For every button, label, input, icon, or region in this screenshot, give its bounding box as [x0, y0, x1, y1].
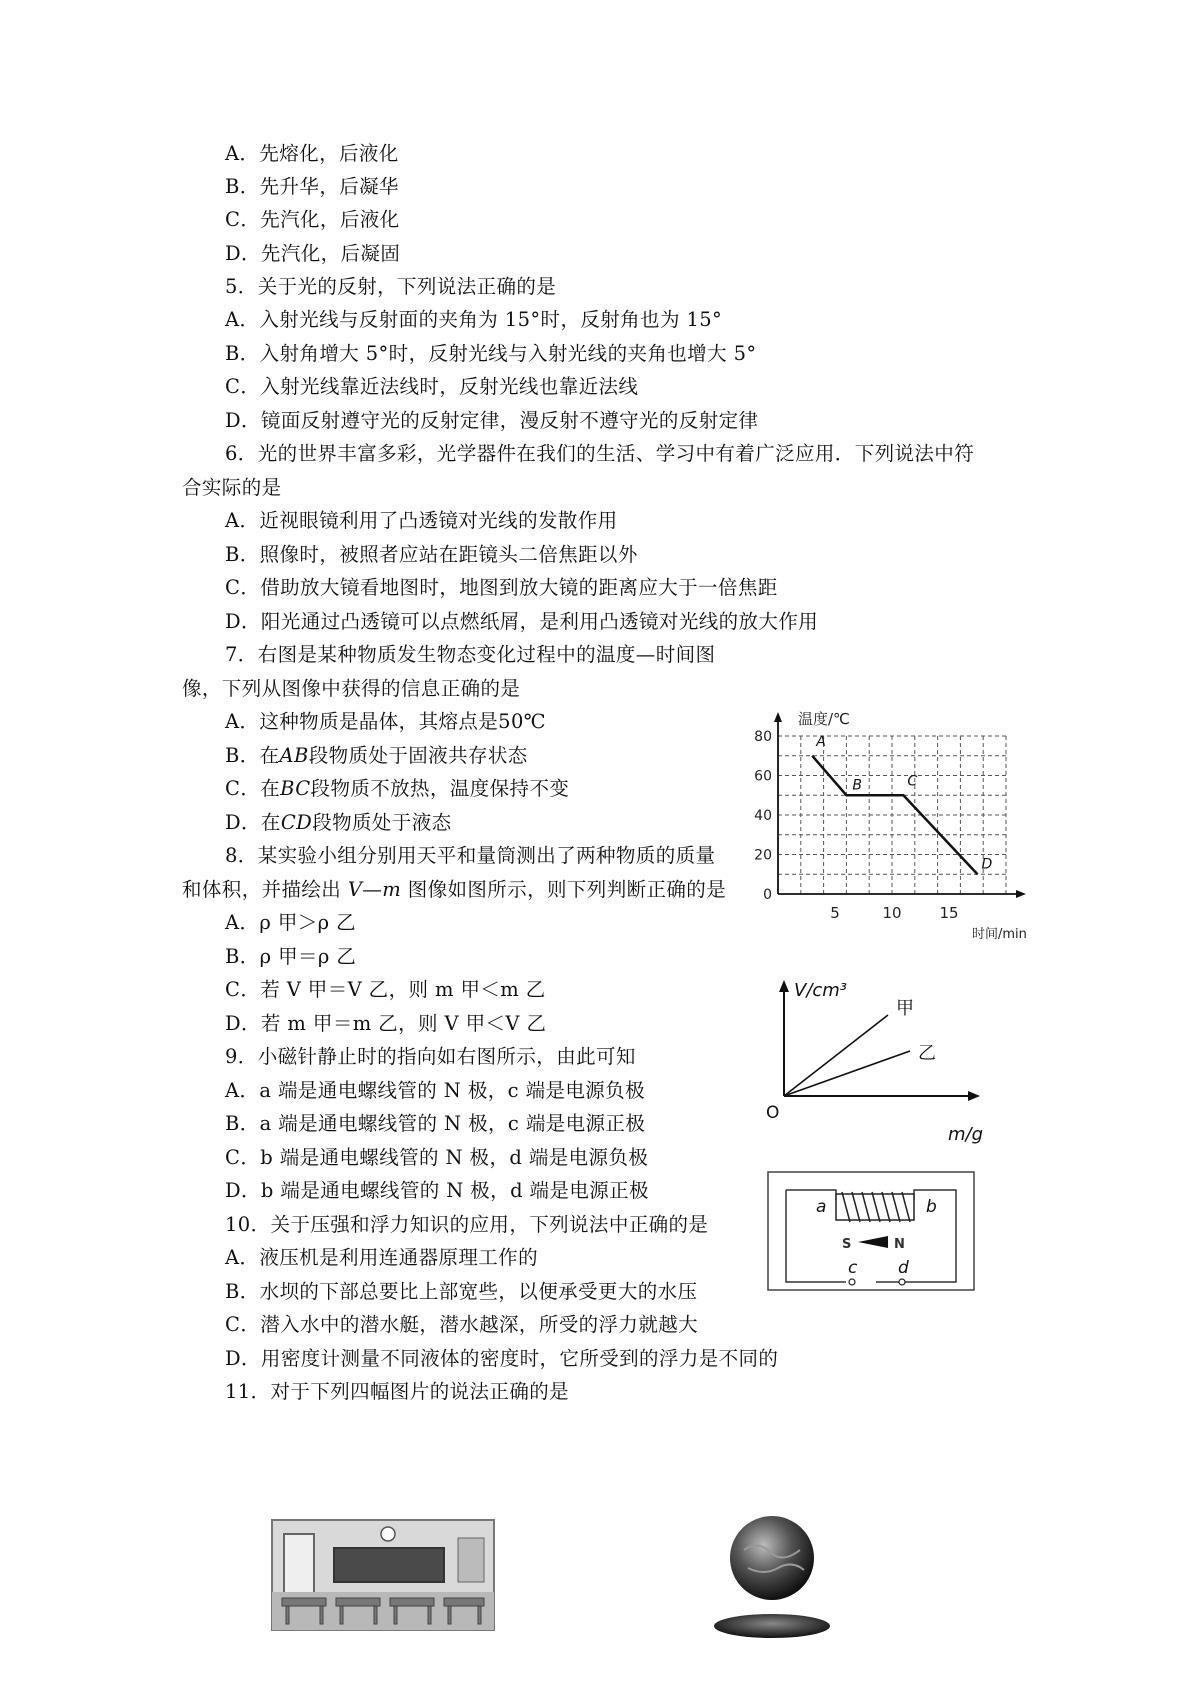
- q4-option-d: D．先汽化，后凝固: [225, 242, 401, 265]
- q6-option-b: B．照像时，被照者应站在距镜头二倍焦距以外: [225, 543, 638, 566]
- point-labels: [815, 734, 992, 873]
- y-axis-label: 温度/℃: [798, 710, 850, 728]
- terminal-c: [849, 1279, 855, 1285]
- point-label: A: [816, 733, 826, 750]
- q9-option-b: B．a 端是通电螺线管的 N 极，c 端是电源正极: [225, 1112, 646, 1135]
- q5-option-b: B．入射角增大 5°时，反射光线与入射光线的夹角也增大 5°: [225, 342, 757, 365]
- origin-label: O: [766, 1103, 780, 1123]
- series-jia-line: [784, 1015, 888, 1096]
- chart-grid: [778, 733, 1006, 894]
- x-axis-label: 时间/min: [972, 927, 1027, 942]
- series-yi-label: 乙: [918, 1043, 936, 1064]
- y-axis-arrow: [774, 712, 782, 722]
- q7-option-d: D．在CD段物质处于液态: [225, 811, 452, 834]
- y-tick-label: 40: [754, 808, 772, 824]
- x-tick-labels: [830, 904, 958, 922]
- end-a-label: a: [816, 1197, 827, 1217]
- q9-stem: 9．小磁针静止时的指向如右图所示，由此可知: [225, 1045, 636, 1068]
- x-tick-label: 10: [882, 904, 902, 922]
- q4-option-c: C．先汽化，后液化: [225, 208, 400, 231]
- q9-option-d: D．b 端是通电螺线管的 N 极，d 端是电源正极: [225, 1179, 649, 1202]
- classroom-door: [284, 1534, 314, 1594]
- end-b-label: b: [926, 1197, 937, 1217]
- levitating-globe-photo: [708, 1510, 838, 1640]
- q6-stem-line1: 6．光的世界丰富多彩，光学器件在我们的生活、学习中有着广泛应用．下列说法中符: [225, 442, 975, 465]
- x-tick-label: 15: [939, 904, 959, 922]
- q6-option-a: A．近视眼镜利用了凸透镜对光线的发散作用: [225, 509, 618, 532]
- terminal-d-label: d: [898, 1258, 909, 1278]
- terminal-c-label: c: [848, 1258, 858, 1278]
- q9-option-c: C．b 端是通电螺线管的 N 极，d 端是电源负极: [225, 1146, 649, 1169]
- wall-clock: [381, 1527, 395, 1541]
- q10-option-a: A．液压机是利用连通器原理工作的: [225, 1246, 538, 1269]
- point-label: B: [852, 777, 863, 794]
- y-tick-label: 60: [754, 768, 772, 785]
- q5-stem: 5．关于光的反射，下列说法正确的是: [225, 275, 557, 298]
- q11-stem: 11．对于下列四幅图片的说法正确的是: [225, 1380, 570, 1403]
- q10-option-c: C．潜入水中的潜水艇，潜水越深，所受的浮力就越大: [225, 1313, 699, 1336]
- needle-s-label: S: [842, 1237, 852, 1252]
- series-jia-label: 甲: [896, 998, 914, 1019]
- x-axis-arrow: [1016, 890, 1026, 898]
- x-axis-arrow: [968, 1091, 980, 1101]
- globe: [730, 1516, 814, 1600]
- y-tick-label: 0: [763, 887, 772, 903]
- y-axis-label: V/cm³: [794, 980, 848, 1001]
- q10-option-d: D．用密度计测量不同液体的密度时，它所受到的浮力是不同的: [225, 1347, 779, 1370]
- volume-mass-chart: [760, 978, 1000, 1156]
- temperature-time-chart: [754, 706, 1030, 954]
- q5-option-c: C．入射光线靠近法线时，反射光线也靠近法线: [225, 375, 639, 398]
- q4-option-a: A．先熔化，后液化: [225, 142, 399, 165]
- q10-option-b: B．水坝的下部总要比上部宽些，以便承受更大的水压: [225, 1280, 698, 1303]
- q7-stem-line2: 像，下列从图像中获得的信息正确的是: [182, 677, 521, 700]
- x-tick-label: 5: [830, 904, 840, 922]
- magnetic-base: [714, 1614, 830, 1638]
- point-label: C: [907, 773, 918, 790]
- q6-option-d: D．阳光通过凸透镜可以点燃纸屑，是利用凸透镜对光线的放大作用: [225, 610, 819, 633]
- q8-stem-line1: 8．某实验小组分别用天平和量筒测出了两种物质的质量: [225, 844, 716, 867]
- y-tick-labels: [754, 729, 772, 903]
- y-tick-label: 20: [754, 847, 772, 864]
- q5-option-a: A．入射光线与反射面的夹角为 15°时，反射角也为 15°: [225, 308, 723, 331]
- q7-option-c: C．在BC段物质不放热，温度保持不变: [225, 777, 570, 800]
- point-label: D: [981, 856, 993, 873]
- q7-option-a: A．这种物质是晶体，其熔点是50℃: [225, 710, 547, 733]
- q8-option-c: C．若 V 甲＝V 乙，则 m 甲＜m 乙: [225, 978, 546, 1001]
- q9-option-a: A．a 端是通电螺线管的 N 极，c 端是电源负极: [225, 1079, 645, 1102]
- q10-stem: 10．关于压强和浮力知识的应用，下列说法中正确的是: [225, 1213, 709, 1236]
- terminal-d: [899, 1279, 905, 1285]
- q8-option-d: D．若 m 甲＝m 乙，则 V 甲＜V 乙: [225, 1012, 547, 1035]
- q8-stem-line2: 和体积，并描绘出 V—m 图像如图所示，则下列判断正确的是: [182, 878, 727, 901]
- q8-option-b: B．ρ 甲＝ρ 乙: [225, 945, 357, 968]
- q6-stem-line2: 合实际的是: [182, 476, 282, 499]
- blackboard: [334, 1548, 444, 1582]
- q7-stem-line1: 7．右图是某种物质发生物态变化过程中的温度—时间图: [225, 643, 716, 666]
- q6-option-c: C．借助放大镜看地图时，地图到放大镜的距离应大于一倍焦距: [225, 576, 778, 599]
- q4-option-b: B．先升华，后凝华: [225, 175, 399, 198]
- needle-n-label: N: [894, 1237, 905, 1252]
- x-axis-label: m/g: [948, 1124, 984, 1145]
- y-axis-arrow: [779, 980, 789, 992]
- series-yi-line: [784, 1051, 910, 1096]
- solenoid-circuit-figure: [766, 1170, 978, 1296]
- y-tick-label: 80: [754, 729, 772, 745]
- q5-option-d: D．镜面反射遵守光的反射定律，漫反射不遵守光的反射定律: [225, 409, 759, 432]
- q7-option-b: B．在AB段物质处于固液共存状态: [225, 744, 528, 767]
- q8-option-a: A．ρ 甲＞ρ 乙: [225, 911, 357, 934]
- classroom-photo: [272, 1520, 494, 1630]
